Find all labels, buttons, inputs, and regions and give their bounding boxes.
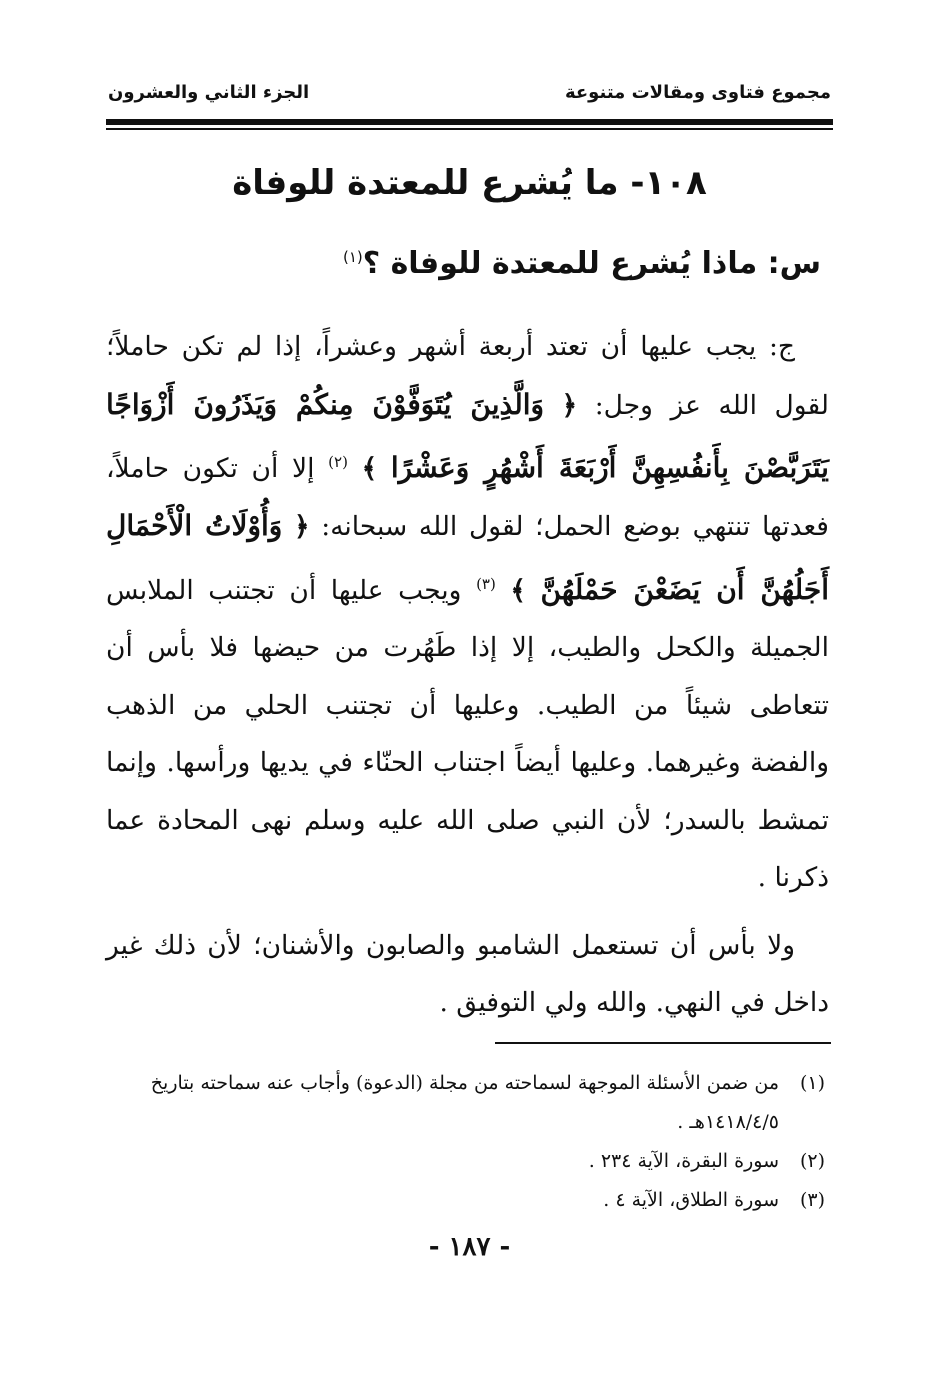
answer-paragraph-2: ولا بأس أن تستعمل الشامبو والصابون والأشنان؛ لأن ذلك غير داخل في النهي. والله ولي التوفيق .	[106, 929, 829, 1019]
page-number: - ١٨٧ -	[428, 1232, 511, 1262]
answer-text-c: ويجب عليها أن تجتنب الملابس الجميلة والكحل والطيب، إلا إذا طَهُرت من حيضها فلا بأس أن تتعاطى شيئاً من الطيب. وعليها أن تجتنب الحلي من الذهب والفضة وغيرهما. وعليها أيضاً اجتناب الحنّاء في يديها ورأسها. وإنما تمشط بالسدر؛ لأن النبي صلى الله عليه وسلم نهى المحادة عما ذكرنا .	[106, 574, 829, 894]
verse-open-bracket: ﴿	[294, 511, 310, 543]
footnote-text: سورة الطلاق، الآية ٤ .	[603, 1189, 779, 1211]
footnotes	[104, 1064, 825, 1220]
footnote-separator	[495, 1042, 831, 1044]
question-text: س: ماذا يُشرع للمعتدة للوفاة ؟	[362, 246, 821, 281]
question-footnote-ref: (١)	[342, 248, 363, 266]
verse-2-footnote-ref: (٣)	[476, 574, 496, 593]
answer-text-b: إلا أن تكون حاملاً، فعدتها تنتهي بوضع الحمل؛ لقول الله سبحانه:	[106, 452, 829, 543]
quran-verse-1: وَالَّذِينَ يُتَوَفَّوْنَ مِنكُمْ وَيَذَرُونَ أَزْوَاجًا يَتَرَبَّصْنَ بِأَنفُسِهِنَّ أَرْبَعَةَ أَشْهُرٍ وَعَشْرًا	[106, 387, 829, 484]
footnote-text: من ضمن الأسئلة الموجهة لسماحته من مجلة (الدعوة) وأجاب عنه سماحته بتاريخ ١٤١٨/٤/٥هـ .	[150, 1072, 779, 1133]
header-book-title: مجموع فتاوى ومقالات متنوعة	[564, 82, 831, 103]
footnote-3	[104, 1181, 825, 1220]
verse-1-footnote-ref: (٢)	[328, 453, 348, 471]
quran-verse-2: وَأُوْلَاتُ الْأَحْمَالِ أَجَلُهُنَّ أَن يَضَعْنَ حَمْلَهُنَّ	[106, 509, 829, 606]
footnote-2	[104, 1142, 825, 1181]
answer-paragraph-1	[106, 318, 829, 907]
header-rule-thin	[106, 128, 833, 130]
header-volume-title: الجزء الثاني والعشرون	[108, 82, 310, 103]
footnote-number: (١)	[799, 1072, 825, 1094]
question	[100, 246, 821, 281]
footnote-1	[104, 1064, 825, 1142]
footnote-number: (٢)	[799, 1150, 825, 1172]
running-head	[108, 82, 831, 103]
answer-body	[106, 318, 829, 1032]
answer-text-a: ج: يجب عليها أن تعتد أربعة أشهر وعشراً، إذا لم تكن حاملاً؛ لقول الله عز وجل:	[106, 331, 829, 421]
verse-open-bracket: ﴿	[561, 389, 578, 421]
header-rule-thick	[106, 119, 833, 125]
chapter-title: ١٠٨- ما يُشرع للمعتدة للوفاة	[232, 163, 707, 203]
verse-close-bracket: ﴾	[510, 574, 526, 606]
footnote-number: (٣)	[799, 1189, 825, 1211]
verse-close-bracket: ﴾	[361, 452, 378, 484]
footnote-text: سورة البقرة، الآية ٢٣٤ .	[588, 1150, 779, 1172]
